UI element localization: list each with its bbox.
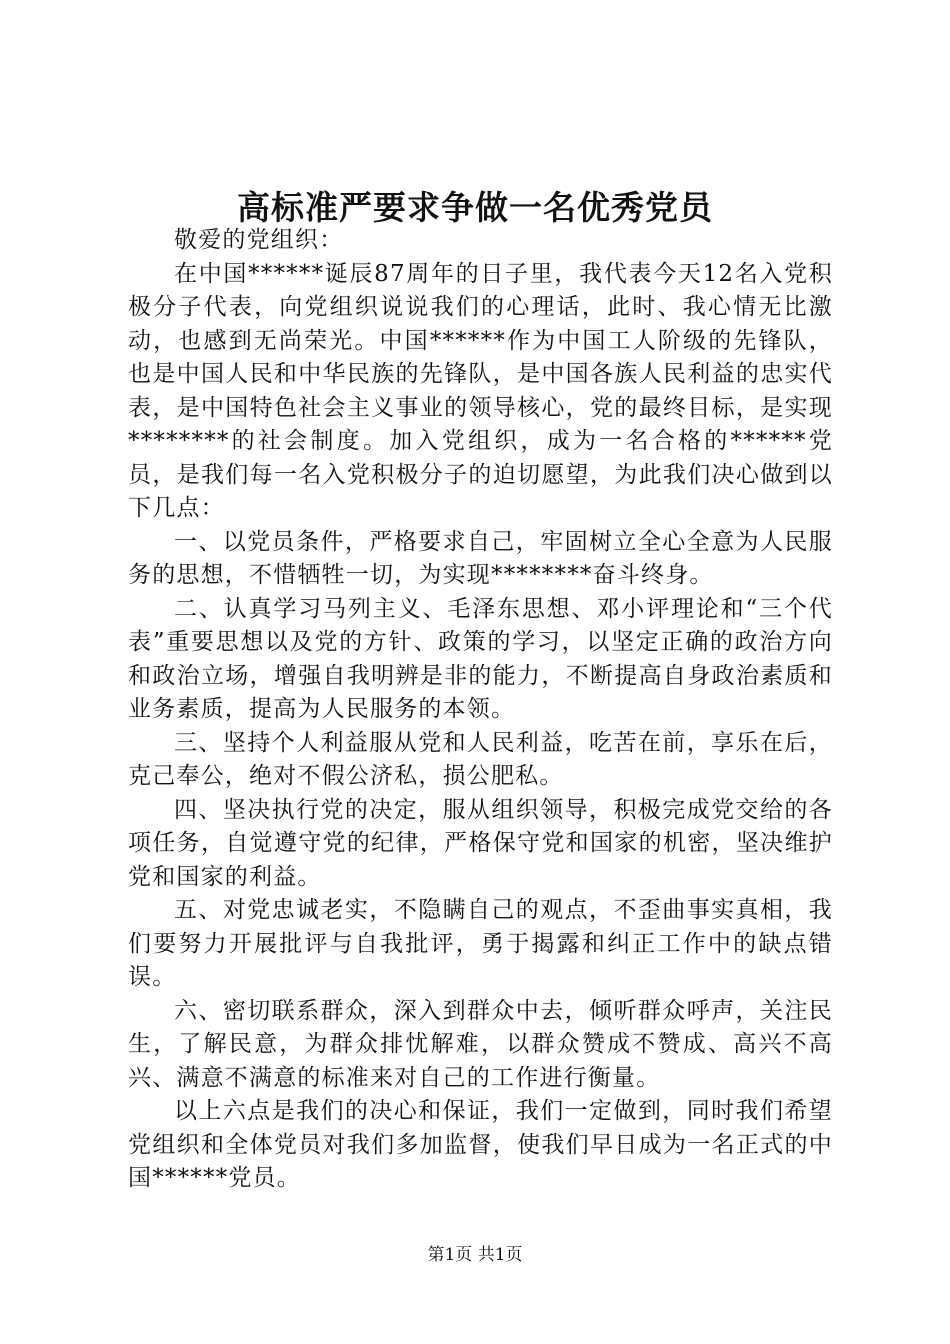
salutation: 敬爱的党组织：: [174, 227, 344, 253]
document-body: [128, 224, 833, 1196]
paragraph-point-5: 五、对党忠诚老实，不隐瞒自己的观点，不歪曲事实真相，我们要努力开展批评与自我批评，勇于揭露和纠正工作中的缺点错误。: [128, 897, 833, 990]
paragraph-point-3: 三、坚持个人利益服从党和人民利益，吃苦在前，享乐在后，克己奉公，绝对不假公济私，损公肥私。: [128, 729, 833, 789]
paragraph-point-4: 四、坚决执行党的决定，服从组织领导，积极完成党交给的各项任务，自觉遵守党的纪律，严格保守党和国家的机密，坚决维护党和国家的利益。: [128, 796, 833, 890]
page-number-footer: 第1页 共1页: [427, 1245, 523, 1265]
paragraph-conclusion: 以上六点是我们的决心和保证，我们一定做到，同时我们希望党组织和全体党员对我们多加监督，使我们早日成为一名正式的中国******党员。: [128, 1098, 833, 1191]
document-title: 高标准严要求争做一名优秀党员: [237, 188, 713, 227]
paragraph-point-1: 一、以党员条件，严格要求自己，牢固树立全心全意为人民服务的思想，不惜牺牲一切，为实现********奋斗终身。: [128, 528, 833, 588]
paragraph-point-6: 六、密切联系群众，深入到群众中去，倾听群众呼声，关注民生，了解民意，为群众排忧解难，以群众赞成不赞成、高兴不高兴、满意不满意的标准来对自己的工作进行衡量。: [128, 997, 833, 1091]
paragraph-intro: 在中国******诞辰87周年的日子里，我代表今天12名入党积极分子代表，向党组织说说我们的心理话，此时、我心情无比激动，也感到无尚荣光。中国******作为中国工人阶级的先锋队，也是中国人民和中华民族的先锋队，是中国各族人民利益的忠实代表，是中国特色社会主义事业的领导核心，党的最终目标，是实现********的社会制度。加入党组织，成为一名合格的******党员，是我们每一名入党积极分子的迫切愿望，为此我们决心做到以下几点：: [128, 260, 833, 521]
paragraph-point-2: 二、认真学习马列主义、毛泽东思想、邓小评理论和“三个代表”重要思想以及党的方针、政策的学习，以坚定正确的政治方向和政治立场，增强自我明辨是非的能力，不断提高自身政治素质和业务素质，提高为人民服务的本领。: [128, 595, 833, 722]
